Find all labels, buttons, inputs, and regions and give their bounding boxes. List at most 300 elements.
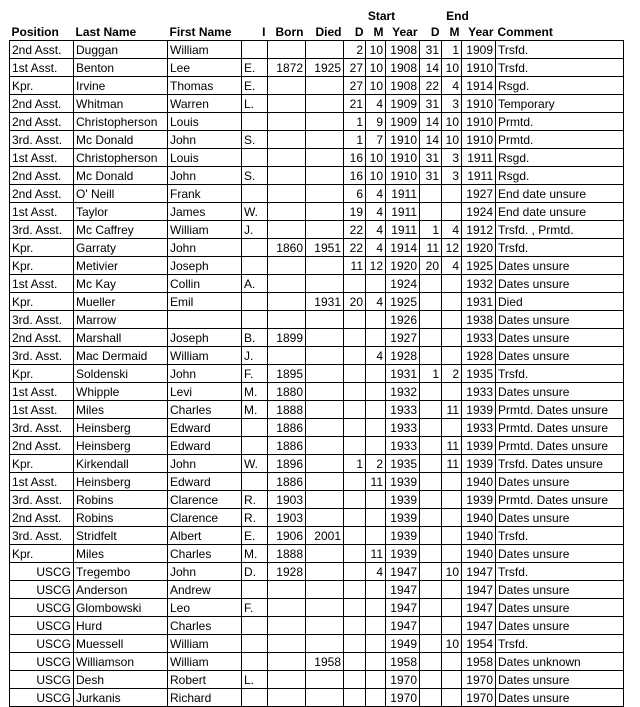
cell-start-year: 1947	[386, 581, 420, 599]
cell-initial: R.	[242, 509, 268, 527]
cell-start-year: 1908	[386, 41, 420, 59]
cell-end-month	[442, 185, 462, 203]
cell-start-month	[366, 689, 386, 707]
cell-end-year: 1940	[462, 527, 496, 545]
cell-first-name: John	[168, 455, 242, 473]
cell-last-name: Muessell	[74, 635, 168, 653]
cell-start-year: 1911	[386, 185, 420, 203]
cell-end-month: 10	[442, 131, 462, 149]
cell-end-year: 1970	[462, 671, 496, 689]
cell-start-day	[344, 545, 366, 563]
cell-end-month: 12	[442, 239, 462, 257]
cell-end-day	[420, 293, 442, 311]
cell-initial	[242, 635, 268, 653]
table-row	[10, 77, 624, 95]
header-last-name: Last Name	[75, 25, 137, 39]
cell-last-name: Hurd	[74, 617, 168, 635]
cell-died: 1931	[306, 293, 344, 311]
cell-died	[306, 599, 344, 617]
table-row	[10, 41, 624, 59]
cell-start-year: 1931	[386, 365, 420, 383]
table-row	[10, 59, 624, 77]
cell-last-name: Mc Donald	[74, 131, 168, 149]
cell-last-name: Marrow	[74, 311, 168, 329]
cell-start-year: 1970	[386, 671, 420, 689]
cell-died	[306, 113, 344, 131]
cell-end-day: 31	[420, 95, 442, 113]
cell-end-year: 1910	[462, 131, 496, 149]
cell-end-day: 31	[420, 167, 442, 185]
cell-start-day: 20	[344, 293, 366, 311]
cell-position: Kpr.	[10, 257, 74, 275]
cell-comment: Trsfd.	[496, 365, 624, 383]
cell-end-month: 4	[442, 221, 462, 239]
cell-start-day: 11	[344, 257, 366, 275]
cell-last-name: Heinsberg	[74, 419, 168, 437]
cell-initial	[242, 185, 268, 203]
cell-start-year: 1939	[386, 491, 420, 509]
cell-last-name: Anderson	[74, 581, 168, 599]
table-body	[10, 41, 624, 707]
cell-died	[306, 311, 344, 329]
cell-end-month	[442, 509, 462, 527]
cell-comment: Trsfd.	[496, 239, 624, 257]
cell-last-name: Tregembo	[74, 563, 168, 581]
cell-comment: Dates unsure	[496, 257, 624, 275]
cell-start-day	[344, 347, 366, 365]
cell-position: 3rd. Asst.	[10, 131, 74, 149]
cell-died	[306, 221, 344, 239]
cell-end-day	[420, 347, 442, 365]
cell-start-year: 1939	[386, 473, 420, 491]
cell-start-year: 1947	[386, 563, 420, 581]
cell-last-name: O' Neill	[74, 185, 168, 203]
cell-end-year: 1947	[462, 581, 496, 599]
header-died: Died	[315, 25, 342, 39]
cell-end-month	[442, 347, 462, 365]
cell-initial: S.	[242, 167, 268, 185]
cell-initial	[242, 581, 268, 599]
cell-start-day	[344, 509, 366, 527]
cell-position: Kpr.	[10, 365, 74, 383]
cell-comment: Rsgd.	[496, 149, 624, 167]
header-position: Position	[11, 25, 59, 39]
cell-start-month	[366, 599, 386, 617]
cell-first-name: Joseph	[168, 329, 242, 347]
table-row	[10, 581, 624, 599]
cell-position: 3rd. Asst.	[10, 347, 74, 365]
cell-end-day	[420, 473, 442, 491]
cell-initial	[242, 239, 268, 257]
cell-end-month: 11	[442, 437, 462, 455]
cell-position: 2nd Asst.	[10, 167, 74, 185]
cell-end-year: 1939	[462, 401, 496, 419]
cell-initial	[242, 419, 268, 437]
header-end-day: D	[430, 25, 440, 39]
table-row	[10, 455, 624, 473]
cell-start-month: 4	[366, 221, 386, 239]
cell-end-year: 1931	[462, 293, 496, 311]
cell-start-day	[344, 437, 366, 455]
cell-initial: W.	[242, 203, 268, 221]
cell-died	[306, 509, 344, 527]
cell-start-month	[366, 635, 386, 653]
cell-first-name: John	[168, 131, 242, 149]
cell-comment: Prmtd.	[496, 131, 624, 149]
cell-position: 1st Asst.	[10, 275, 74, 293]
cell-born	[268, 689, 306, 707]
cell-start-year: 1939	[386, 527, 420, 545]
cell-comment: Prmtd. Dates unsure	[496, 401, 624, 419]
table-row	[10, 617, 624, 635]
cell-end-month: 3	[442, 167, 462, 185]
cell-initial: E.	[242, 59, 268, 77]
cell-start-year: 1914	[386, 239, 420, 257]
cell-first-name: Emil	[168, 293, 242, 311]
cell-born: 1903	[268, 509, 306, 527]
cell-born: 1928	[268, 563, 306, 581]
cell-end-year: 1947	[462, 617, 496, 635]
cell-last-name: Desh	[74, 671, 168, 689]
cell-start-year: 1933	[386, 401, 420, 419]
table-row	[10, 131, 624, 149]
cell-end-year: 1947	[462, 599, 496, 617]
cell-last-name: Soldenski	[74, 365, 168, 383]
cell-start-day: 6	[344, 185, 366, 203]
cell-start-month: 4	[366, 293, 386, 311]
cell-born: 1903	[268, 491, 306, 509]
cell-end-day: 14	[420, 113, 442, 131]
cell-end-month: 10	[442, 113, 462, 131]
cell-first-name: Leo	[168, 599, 242, 617]
header-end-month: M	[449, 25, 460, 39]
cell-initial: E.	[242, 527, 268, 545]
cell-comment: Rsgd.	[496, 167, 624, 185]
cell-end-month	[442, 383, 462, 401]
cell-initial	[242, 653, 268, 671]
table-row	[10, 419, 624, 437]
cell-end-day: 1	[420, 221, 442, 239]
cell-start-month: 10	[366, 59, 386, 77]
cell-start-day	[344, 329, 366, 347]
cell-end-month: 10	[442, 59, 462, 77]
cell-start-day: 16	[344, 149, 366, 167]
cell-position: Kpr.	[10, 455, 74, 473]
cell-end-month	[442, 527, 462, 545]
cell-end-month	[442, 581, 462, 599]
cell-position: 2nd Asst.	[10, 509, 74, 527]
cell-start-month	[366, 275, 386, 293]
cell-start-month: 9	[366, 113, 386, 131]
cell-end-day: 14	[420, 131, 442, 149]
cell-position: 2nd Asst.	[10, 185, 74, 203]
cell-first-name: Thomas	[168, 77, 242, 95]
cell-end-month: 1	[442, 41, 462, 59]
cell-end-month: 3	[442, 149, 462, 167]
cell-born	[268, 599, 306, 617]
cell-start-month	[366, 509, 386, 527]
cell-comment: Dates unsure	[496, 509, 624, 527]
cell-end-year: 1958	[462, 653, 496, 671]
cell-born: 1860	[268, 239, 306, 257]
cell-died	[306, 419, 344, 437]
cell-first-name: James	[168, 203, 242, 221]
cell-end-day	[420, 563, 442, 581]
cell-born	[268, 167, 306, 185]
cell-initial: B.	[242, 329, 268, 347]
table-row	[10, 689, 624, 707]
cell-comment: Dates unsure	[496, 581, 624, 599]
cell-born	[268, 293, 306, 311]
cell-start-year: 1920	[386, 257, 420, 275]
cell-end-month	[442, 491, 462, 509]
cell-end-day	[420, 383, 442, 401]
cell-died	[306, 275, 344, 293]
cell-first-name: Charles	[168, 545, 242, 563]
cell-first-name: Louis	[168, 113, 242, 131]
cell-first-name: Charles	[168, 617, 242, 635]
cell-first-name: Andrew	[168, 581, 242, 599]
cell-comment: Dates unknown	[496, 653, 624, 671]
cell-position: 3rd. Asst.	[10, 419, 74, 437]
cell-start-day	[344, 383, 366, 401]
cell-initial: F.	[242, 599, 268, 617]
cell-end-day	[420, 419, 442, 437]
cell-end-year: 1909	[462, 41, 496, 59]
cell-first-name: John	[168, 239, 242, 257]
cell-initial	[242, 41, 268, 59]
cell-born	[268, 41, 306, 59]
cell-born	[268, 185, 306, 203]
cell-position: 2nd Asst.	[10, 95, 74, 113]
cell-end-year: 1938	[462, 311, 496, 329]
cell-comment: Dates unsure	[496, 599, 624, 617]
cell-initial	[242, 689, 268, 707]
cell-start-year: 1933	[386, 419, 420, 437]
cell-start-month	[366, 329, 386, 347]
cell-initial: D.	[242, 563, 268, 581]
cell-end-day	[420, 203, 442, 221]
cell-initial	[242, 293, 268, 311]
cell-start-month: 10	[366, 77, 386, 95]
cell-end-year: 1954	[462, 635, 496, 653]
table-row	[10, 509, 624, 527]
cell-last-name: Mac Dermaid	[74, 347, 168, 365]
cell-start-month: 4	[366, 203, 386, 221]
table-row	[10, 527, 624, 545]
cell-died	[306, 41, 344, 59]
table-row	[10, 275, 624, 293]
cell-born: 1886	[268, 437, 306, 455]
cell-born: 1895	[268, 365, 306, 383]
cell-died	[306, 383, 344, 401]
cell-born	[268, 635, 306, 653]
table-row	[10, 383, 624, 401]
column-header-row	[10, 24, 624, 41]
cell-initial	[242, 311, 268, 329]
table-row	[10, 437, 624, 455]
cell-end-month	[442, 545, 462, 563]
cell-last-name: Whitman	[74, 95, 168, 113]
cell-end-year: 1940	[462, 509, 496, 527]
cell-died	[306, 473, 344, 491]
cell-died	[306, 167, 344, 185]
cell-position: USCG	[10, 581, 74, 599]
cell-position: 3rd. Asst.	[10, 221, 74, 239]
cell-position: Kpr.	[10, 239, 74, 257]
cell-born: 1896	[268, 455, 306, 473]
cell-start-month: 2	[366, 455, 386, 473]
cell-initial: F.	[242, 365, 268, 383]
cell-start-day: 27	[344, 77, 366, 95]
cell-comment: Prmtd. Dates unsure	[496, 419, 624, 437]
cell-end-day	[420, 401, 442, 419]
cell-end-year: 1910	[462, 59, 496, 77]
cell-initial	[242, 437, 268, 455]
cell-start-month	[366, 365, 386, 383]
cell-born	[268, 203, 306, 221]
cell-initial: M.	[242, 401, 268, 419]
cell-start-month	[366, 383, 386, 401]
cell-first-name: Charles	[168, 401, 242, 419]
table-row	[10, 185, 624, 203]
cell-start-year: 1924	[386, 275, 420, 293]
cell-start-year: 1949	[386, 635, 420, 653]
cell-end-day	[420, 491, 442, 509]
lighthouse-keepers-table	[9, 8, 624, 707]
table-row	[10, 365, 624, 383]
cell-end-day	[420, 455, 442, 473]
cell-end-day	[420, 185, 442, 203]
cell-start-month: 10	[366, 167, 386, 185]
cell-position: USCG	[10, 671, 74, 689]
cell-first-name: Clarence	[168, 491, 242, 509]
cell-end-month	[442, 653, 462, 671]
cell-comment: Trsfd.	[496, 41, 624, 59]
cell-end-year: 1933	[462, 419, 496, 437]
cell-first-name	[168, 311, 242, 329]
cell-last-name: Kirkendall	[74, 455, 168, 473]
cell-start-day: 1	[344, 113, 366, 131]
cell-first-name: William	[168, 41, 242, 59]
cell-comment: Trsfd. , Prmtd.	[496, 221, 624, 239]
cell-end-year: 1947	[462, 563, 496, 581]
cell-position: USCG	[10, 689, 74, 707]
cell-first-name: John	[168, 365, 242, 383]
table-row	[10, 545, 624, 563]
cell-comment: Trsfd. Dates unsure	[496, 455, 624, 473]
cell-initial: M.	[242, 545, 268, 563]
cell-start-month	[366, 437, 386, 455]
table-row	[10, 257, 624, 275]
cell-start-year: 1939	[386, 545, 420, 563]
cell-start-year: 1970	[386, 689, 420, 707]
table-row	[10, 95, 624, 113]
cell-initial: A.	[242, 275, 268, 293]
cell-end-month	[442, 689, 462, 707]
cell-position: USCG	[10, 563, 74, 581]
cell-initial	[242, 617, 268, 635]
cell-end-month	[442, 599, 462, 617]
cell-end-month: 10	[442, 563, 462, 581]
cell-end-year: 1935	[462, 365, 496, 383]
cell-start-year: 1926	[386, 311, 420, 329]
cell-end-day: 20	[420, 257, 442, 275]
cell-comment: Dates unsure	[496, 275, 624, 293]
cell-died	[306, 203, 344, 221]
cell-born	[268, 149, 306, 167]
cell-last-name: Marshall	[74, 329, 168, 347]
cell-died	[306, 347, 344, 365]
cell-comment: Dates unsure	[496, 689, 624, 707]
table-row	[10, 563, 624, 581]
cell-position: USCG	[10, 635, 74, 653]
cell-start-month: 11	[366, 545, 386, 563]
cell-start-month	[366, 617, 386, 635]
cell-born	[268, 221, 306, 239]
cell-start-year: 1910	[386, 149, 420, 167]
cell-end-month	[442, 293, 462, 311]
cell-start-day	[344, 527, 366, 545]
cell-died: 1958	[306, 653, 344, 671]
table-row	[10, 635, 624, 653]
cell-first-name: Clarence	[168, 509, 242, 527]
cell-end-day: 31	[420, 149, 442, 167]
cell-initial: E.	[242, 77, 268, 95]
cell-born: 1886	[268, 473, 306, 491]
cell-end-month	[442, 203, 462, 221]
cell-end-day	[420, 635, 442, 653]
cell-died	[306, 149, 344, 167]
cell-start-year: 1928	[386, 347, 420, 365]
cell-end-day	[420, 599, 442, 617]
cell-position: 2nd Asst.	[10, 329, 74, 347]
cell-died	[306, 95, 344, 113]
cell-last-name: Mc Donald	[74, 167, 168, 185]
cell-initial: M.	[242, 383, 268, 401]
table-row	[10, 149, 624, 167]
header-start-day: D	[354, 25, 364, 39]
cell-end-day: 14	[420, 59, 442, 77]
cell-end-year: 1970	[462, 689, 496, 707]
cell-start-day	[344, 635, 366, 653]
cell-position: Kpr.	[10, 77, 74, 95]
cell-end-year: 1940	[462, 473, 496, 491]
cell-position: USCG	[10, 653, 74, 671]
cell-first-name: William	[168, 221, 242, 239]
cell-start-month	[366, 311, 386, 329]
cell-last-name: Taylor	[74, 203, 168, 221]
cell-start-day: 1	[344, 131, 366, 149]
table-row	[10, 221, 624, 239]
cell-start-day: 27	[344, 59, 366, 77]
cell-last-name: Miles	[74, 401, 168, 419]
cell-last-name: Miles	[74, 545, 168, 563]
cell-start-month	[366, 401, 386, 419]
cell-end-day: 11	[420, 239, 442, 257]
cell-last-name: Robins	[74, 509, 168, 527]
cell-initial: L.	[242, 95, 268, 113]
cell-last-name: Duggan	[74, 41, 168, 59]
cell-end-day: 22	[420, 77, 442, 95]
table-row	[10, 113, 624, 131]
cell-born: 1888	[268, 545, 306, 563]
cell-start-day	[344, 473, 366, 491]
cell-end-year: 1939	[462, 437, 496, 455]
cell-start-day	[344, 689, 366, 707]
cell-start-day: 16	[344, 167, 366, 185]
cell-position: 1st Asst.	[10, 401, 74, 419]
